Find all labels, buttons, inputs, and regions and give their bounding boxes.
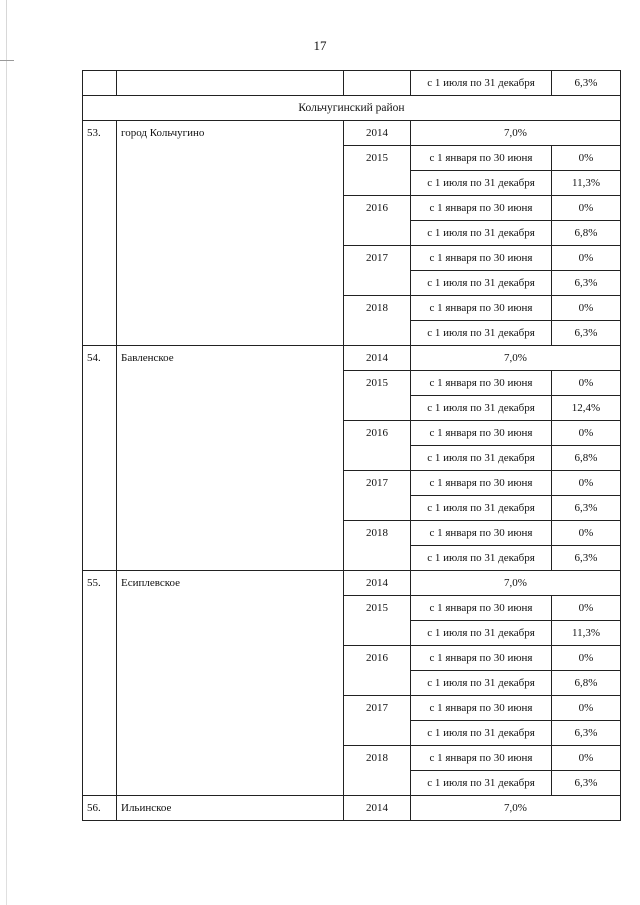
district-title: Кольчугинский район: [83, 96, 621, 121]
period-cell: с 1 января по 30 июня: [411, 596, 552, 621]
period-cell: с 1 июля по 31 декабря: [411, 671, 552, 696]
entry-row: [83, 796, 621, 821]
period-cell: с 1 января по 30 июня: [411, 146, 552, 171]
entry-year: 2014: [344, 571, 411, 596]
period-cell: с 1 января по 30 июня: [411, 196, 552, 221]
entry-row: [83, 571, 621, 596]
period-cell: с 1 января по 30 июня: [411, 521, 552, 546]
rate-cell: 12,4%: [552, 396, 621, 421]
rate-cell: 0%: [552, 646, 621, 671]
entry-name: город Кольчугино: [117, 121, 344, 346]
period-cell: с 1 января по 30 июня: [411, 296, 552, 321]
year-cell: 2017: [344, 696, 411, 746]
table-row-continued: [83, 71, 621, 96]
period-cell: с 1 июля по 31 декабря: [411, 321, 552, 346]
rate-cell: 6,3%: [552, 546, 621, 571]
period-cell: с 1 января по 30 июня: [411, 421, 552, 446]
period-cell: с 1 января по 30 июня: [411, 246, 552, 271]
rate-cell: 0%: [552, 246, 621, 271]
period-cell: с 1 июля по 31 декабря: [411, 271, 552, 296]
period-cell: с 1 июля по 31 декабря: [411, 546, 552, 571]
entry-rate: 7,0%: [411, 796, 621, 821]
entry-year: 2014: [344, 796, 411, 821]
entry-name: Бавленское: [117, 346, 344, 571]
rate-cell: 0%: [552, 696, 621, 721]
rate-cell: 0%: [552, 596, 621, 621]
period-cell: с 1 января по 30 июня: [411, 646, 552, 671]
district-row: [83, 96, 621, 121]
period-cell: с 1 июля по 31 декабря: [411, 221, 552, 246]
cell-year-blank: [344, 71, 411, 96]
rate-cell: 0%: [552, 146, 621, 171]
cell-name-blank: [117, 71, 344, 96]
year-cell: 2015: [344, 371, 411, 421]
entry-name: Есиплевское: [117, 571, 344, 796]
entry-rate: 7,0%: [411, 346, 621, 371]
rate-cell: 0%: [552, 371, 621, 396]
cell-num-blank: [83, 71, 117, 96]
year-cell: 2016: [344, 646, 411, 696]
rate-cell: 0%: [552, 471, 621, 496]
cell-rate: 6,3%: [552, 71, 621, 96]
rate-cell: 0%: [552, 196, 621, 221]
year-cell: 2018: [344, 521, 411, 571]
rate-cell: 6,3%: [552, 771, 621, 796]
rate-cell: 6,8%: [552, 221, 621, 246]
period-cell: с 1 января по 30 июня: [411, 746, 552, 771]
rate-cell: 0%: [552, 521, 621, 546]
rate-cell: 6,3%: [552, 321, 621, 346]
rate-cell: 0%: [552, 746, 621, 771]
entry-rate: 7,0%: [411, 121, 621, 146]
page-number: 17: [313, 38, 327, 53]
scan-mark: [0, 60, 14, 61]
period-cell: с 1 июля по 31 декабря: [411, 721, 552, 746]
entry-rate: 7,0%: [411, 571, 621, 596]
period-cell: с 1 июля по 31 декабря: [411, 446, 552, 471]
rate-cell: 6,8%: [552, 446, 621, 471]
rate-cell: 6,8%: [552, 671, 621, 696]
entry-number: 53.: [83, 121, 117, 346]
period-cell: с 1 июля по 31 декабря: [411, 171, 552, 196]
period-cell: с 1 января по 30 июня: [411, 471, 552, 496]
year-cell: 2015: [344, 596, 411, 646]
rate-cell: 11,3%: [552, 171, 621, 196]
period-cell: с 1 июля по 31 декабря: [411, 496, 552, 521]
entry-year: 2014: [344, 346, 411, 371]
tariff-table-body: [83, 71, 621, 821]
period-cell: с 1 июля по 31 декабря: [411, 771, 552, 796]
year-cell: 2018: [344, 296, 411, 346]
period-cell: с 1 июля по 31 декабря: [411, 621, 552, 646]
entry-number: 56.: [83, 796, 117, 821]
entry-name: Ильинское: [117, 796, 344, 821]
scan-edge: [6, 0, 7, 905]
year-cell: 2016: [344, 421, 411, 471]
entry-row: [83, 346, 621, 371]
entry-row: [83, 121, 621, 146]
period-cell: с 1 января по 30 июня: [411, 371, 552, 396]
period-cell: с 1 января по 30 июня: [411, 696, 552, 721]
year-cell: 2018: [344, 746, 411, 796]
rate-cell: 6,3%: [552, 496, 621, 521]
year-cell: 2017: [344, 246, 411, 296]
rate-cell: 11,3%: [552, 621, 621, 646]
rate-cell: 0%: [552, 296, 621, 321]
year-cell: 2017: [344, 471, 411, 521]
year-cell: 2016: [344, 196, 411, 246]
rate-cell: 6,3%: [552, 721, 621, 746]
rate-cell: 0%: [552, 421, 621, 446]
year-cell: 2015: [344, 146, 411, 196]
tariff-table: [82, 70, 621, 821]
entry-year: 2014: [344, 121, 411, 146]
rate-cell: 6,3%: [552, 271, 621, 296]
entry-number: 55.: [83, 571, 117, 796]
period-cell: с 1 июля по 31 декабря: [411, 396, 552, 421]
cell-period: с 1 июля по 31 декабря: [411, 71, 552, 96]
entry-number: 54.: [83, 346, 117, 571]
